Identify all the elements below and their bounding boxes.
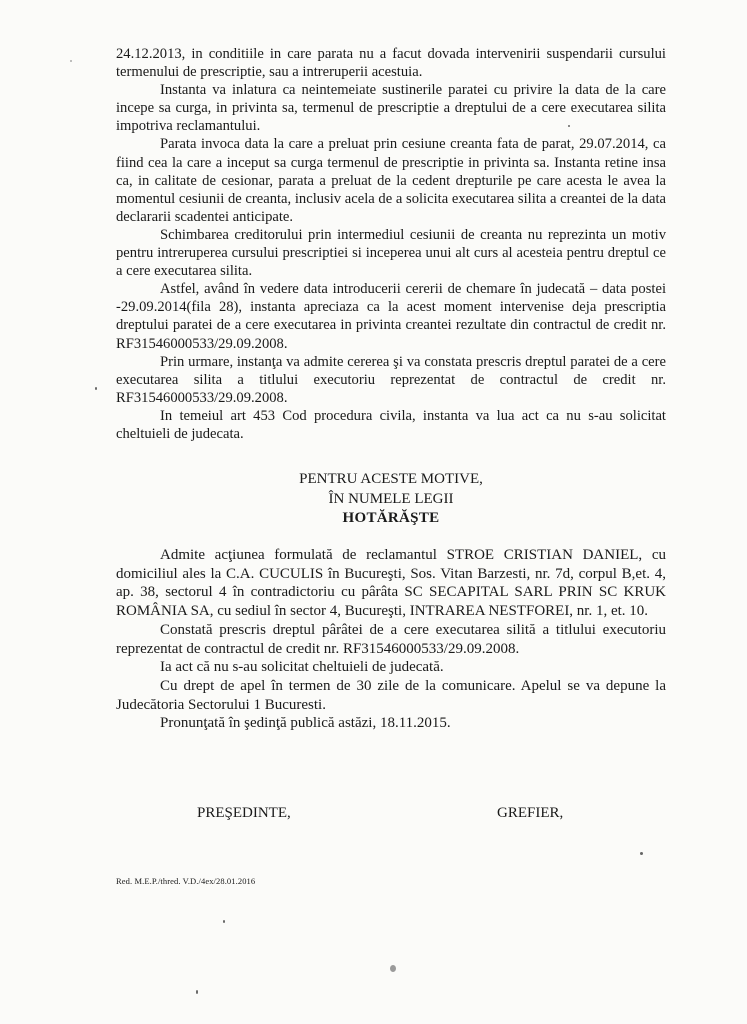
scan-speck	[223, 920, 225, 923]
ruling-paragraph: Ia act că nu s-au solicitat cheltuieli de judecată.	[160, 659, 444, 676]
heading-line-decides: HOTĂRĂŞTE	[342, 510, 440, 526]
scan-speck	[95, 387, 97, 390]
signature-president: PREŞEDINTE,	[197, 805, 291, 821]
scan-speck	[390, 965, 396, 972]
scan-speck	[640, 852, 643, 855]
ruling-heading	[116, 470, 666, 529]
redaction-note: Red. M.E.P./thred. V.D./4ex/28.01.2016	[116, 876, 256, 886]
ruling-paragraph: Admite acţiunea formulată de reclamantul STROE CRISTIAN DANIEL, cu domiciliul ales la C.A. CUCULIS în Bucureşti, Sos. Vitan Barzesti, nr. 7d, corpul B,et. 4, ap. 38, sectorul 4 în contradictoriu cu pârâta SC SECAPITAL SARL PRIN SC KRUK ROMÂNIA SA, cu sediul în sector 4, Bucureşti, INTRAREA NESTFOREI, nr. 1, et. 10.	[116, 547, 666, 620]
paragraph: Astfel, având în vedere data introducerii cererii de chemare în judecată – data postei -29.09.2014(fila 28), instanta apreciaza ca la acest moment intervenise deja prescriptia dreptului paratei de a cere executarea in privinta creantei rezultate din contractul de credit nr. RF31546000533/29.09.2008.	[116, 281, 666, 352]
paragraph: In temeiul art 453 Cod procedura civila, instanta va lua act ca nu s-au solicitat cheltuieli de judecata.	[116, 407, 666, 442]
ruling-paragraph: Pronunţată în şedinţă publică astăzi, 18.11.2015.	[160, 715, 451, 732]
ruling-section	[116, 546, 666, 733]
paragraph: 24.12.2013, in conditiile in care parata nu a facut dovada intervenirii suspendarii cursului termenului de prescriptie, sau a intreruperii acestuia.	[116, 46, 666, 81]
reasoning-section	[116, 45, 666, 443]
scan-speck	[70, 60, 72, 62]
scan-speck	[196, 990, 198, 994]
signature-clerk: GREFIER,	[497, 805, 564, 821]
paragraph: Parata invoca data la care a preluat prin cesiune creanta fata de parat, 29.07.2014, ca fiind cea la care a inceput sa curga termenul de prescriptie in privinta sa. Instanta retine insa ca, in calitate de cesionar, parata a preluat de la cedent drepturile pe care acesta le avea la momentul cesiunii de creanta, inclusiv acela de a solicita executarea silita a creantei de la data declararii scadentei anticipate.	[116, 136, 666, 225]
heading-line-reasons: PENTRU ACESTE MOTIVE,	[299, 471, 483, 487]
ruling-paragraph: Cu drept de apel în termen de 30 zile de la comunicare. Apelul se va depune la Judecătoria Sectorului 1 Bucuresti.	[116, 677, 666, 713]
paragraph: Instanta va inlatura ca neintemeiate sustinerile paratei cu privire la data de la care incepe sa curga, in privinta sa, termenul de prescriptie a dreptului de a cere executarea silita impotriva reclamantului.	[116, 82, 666, 135]
paragraph: Schimbarea creditorului prin intermediul cesiunii de creanta nu reprezinta un motiv pentru intreruperea cursului prescriptiei si inceperea unui alt curs al acesteia pentru dreptul ce a cere executarea silita.	[116, 226, 666, 280]
ruling-paragraph: Constată prescris dreptul pârâtei de a cere executarea silită a titlului executoriu reprezentat de contractul de credit nr. RF31546000533/29.09.2008.	[116, 621, 666, 657]
paragraph: Prin urmare, instanţa va admite cererea şi va constata prescris dreptul paratei de a cere executarea silita a titlului executoriu reprezentat de contractul de credit nr. RF31546000533/29.09.2008.	[116, 353, 666, 406]
scan-speck	[568, 125, 570, 127]
heading-line-law: ÎN NUMELE LEGII	[328, 490, 454, 507]
